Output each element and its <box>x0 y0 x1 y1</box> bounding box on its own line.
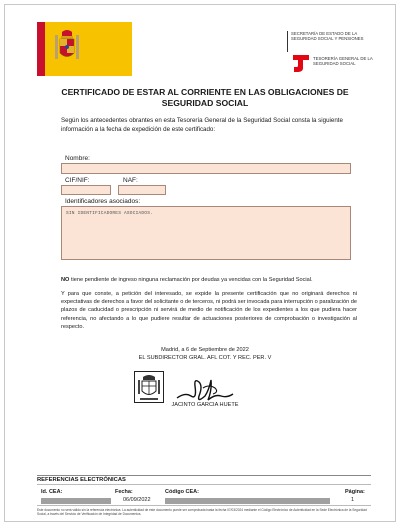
signer-name: JACINTO GARCIA HUETE <box>171 402 239 408</box>
signer-title: EL SUBDIRECTOR GRAL. AFL COT. Y REC. PER. V <box>138 355 272 361</box>
cif-label: CIF/NIF: <box>65 177 90 184</box>
page-label: Página: <box>345 489 365 495</box>
document-page: SECRETARÍA DE ESTADO DE LA SEGURIDAD SOCIAL Y PENSIONES TESORERÍA GENERAL DE LA SEGURIDAD SOCIAL CERTIFICADO DE ESTAR AL CORRIENTE EN LAS OBLIGACIONES DE SEGURIDAD SOCIAL Según los antecedentes obrantes en esta Tesorería General de la Seguridad Social consta la siguiente información a la fecha de expedición de este certificado: Nombre: CIF/NIF: NAF: Identificadores asociados: SIN IDENTIFICADORES ASOCIADOS. NO tiene pendiente de ingreso ninguna reclamación por deudas ya vencidas con la Seguridad Social. Y para que conste, a petición del interesado, se expide la presente certificación que no originará derechos ni expectativas de derechos a favor del solicitante o de terceros, ni podrá ser invocada para interrupción o paralización de plazos de caducidad o prescripción ni servirá de medio de notificación de los expedientes a los que pudiera hacer referencia, no afectando a lo que pudiere resultar de actuaciones posteriores de comprobación o investigación al respecto. Madrid, a 6 de Septiembre de 2022 EL SUBDIRECTOR GRAL. AFL COT. Y REC. PER. V JACINTO GARCIA HUETE REFERENCIAS ELECTRÓNICAS Id. CEA: Fecha: 06/09/2022 Código CEA: Página: 1 Este documento no será válido sin la referencia electrónica. La autenticidad de este documento puede ser comprobada hasta la fecha 07/03/2024 mediante el Código Electrónico de Autenticidad en la Sede Electrónica de la Seguridad Social, a través del Servicio de Verificación de Integridad de Documentos. <box>4 4 396 522</box>
official-seal-icon <box>134 371 164 403</box>
coat-of-arms-icon <box>54 29 80 65</box>
date-label: Fecha: <box>115 489 133 495</box>
references-subdivider <box>37 484 371 485</box>
footnote: Este documento no será válido sin la referencia electrónica. La autenticidad de este documento puede ser comprobada hasta la fecha 07/03/2024 mediante el Código Electrónico de Autenticidad en la Sede Electrónica de la Seguridad Social, a través del Servicio de Verificación de Integridad de Documentos. <box>37 508 367 517</box>
cea-id-redacted <box>41 498 111 504</box>
naf-field <box>118 185 166 195</box>
ids-label: Identificadores asociados: <box>65 198 141 205</box>
spain-flag-emblem <box>37 22 132 76</box>
debt-statement-rest: tiene pendiente de ingreso ninguna reclamación por deudas ya vencidas con la Seguridad Social. <box>69 277 313 283</box>
page-value: 1 <box>351 497 355 503</box>
cea-code-label: Código CEA: <box>165 489 199 495</box>
cea-code-redacted <box>165 498 330 504</box>
naf-label: NAF: <box>123 177 138 184</box>
cif-field <box>61 185 111 195</box>
name-field <box>61 163 351 174</box>
place-date: Madrid, a 6 de Septiembre de 2022 <box>161 347 249 353</box>
debt-statement <box>61 276 357 284</box>
references-divider <box>37 475 371 476</box>
date-value: 06/09/2022 <box>123 497 151 503</box>
cea-id-label: Id. CEA: <box>41 489 63 495</box>
legal-paragraph: Y para que conste, a petición del interesado, se expide la presente certificación que no originará derechos ni expectativas de derechos a favor del solicitante o de terceros, ni podrá ser invocada para interrupción o paralización de plazos de caducidad o prescripción ni servirá de medio de notificación de los expedientes a los que pudiera hacer referencia, no afectando a lo que pudiere resultar de actuaciones posteriores de comprobación o investigación al respecto. <box>61 291 357 330</box>
name-label: Nombre: <box>65 155 90 162</box>
ids-value: SIN IDENTIFICADORES ASOCIADOS. <box>66 211 154 216</box>
tgss-logo-icon <box>291 53 311 73</box>
no-keyword: NO <box>61 277 70 283</box>
references-title: REFERENCIAS ELECTRÓNICAS <box>37 477 126 483</box>
document-title: CERTIFICADO DE ESTAR AL CORRIENTE EN LAS OBLIGACIONES DE SEGURIDAD SOCIAL <box>61 87 349 108</box>
ids-field <box>61 206 351 260</box>
intro-text: Según los antecedentes obrantes en esta Tesorería General de la Seguridad Social consta la siguiente información a la fecha de expedición de este certificado: <box>61 117 343 133</box>
ministry-heading: SECRETARÍA DE ESTADO DE LA SEGURIDAD SOCIAL Y PENSIONES <box>291 31 381 41</box>
references-bottom-divider <box>37 505 371 506</box>
